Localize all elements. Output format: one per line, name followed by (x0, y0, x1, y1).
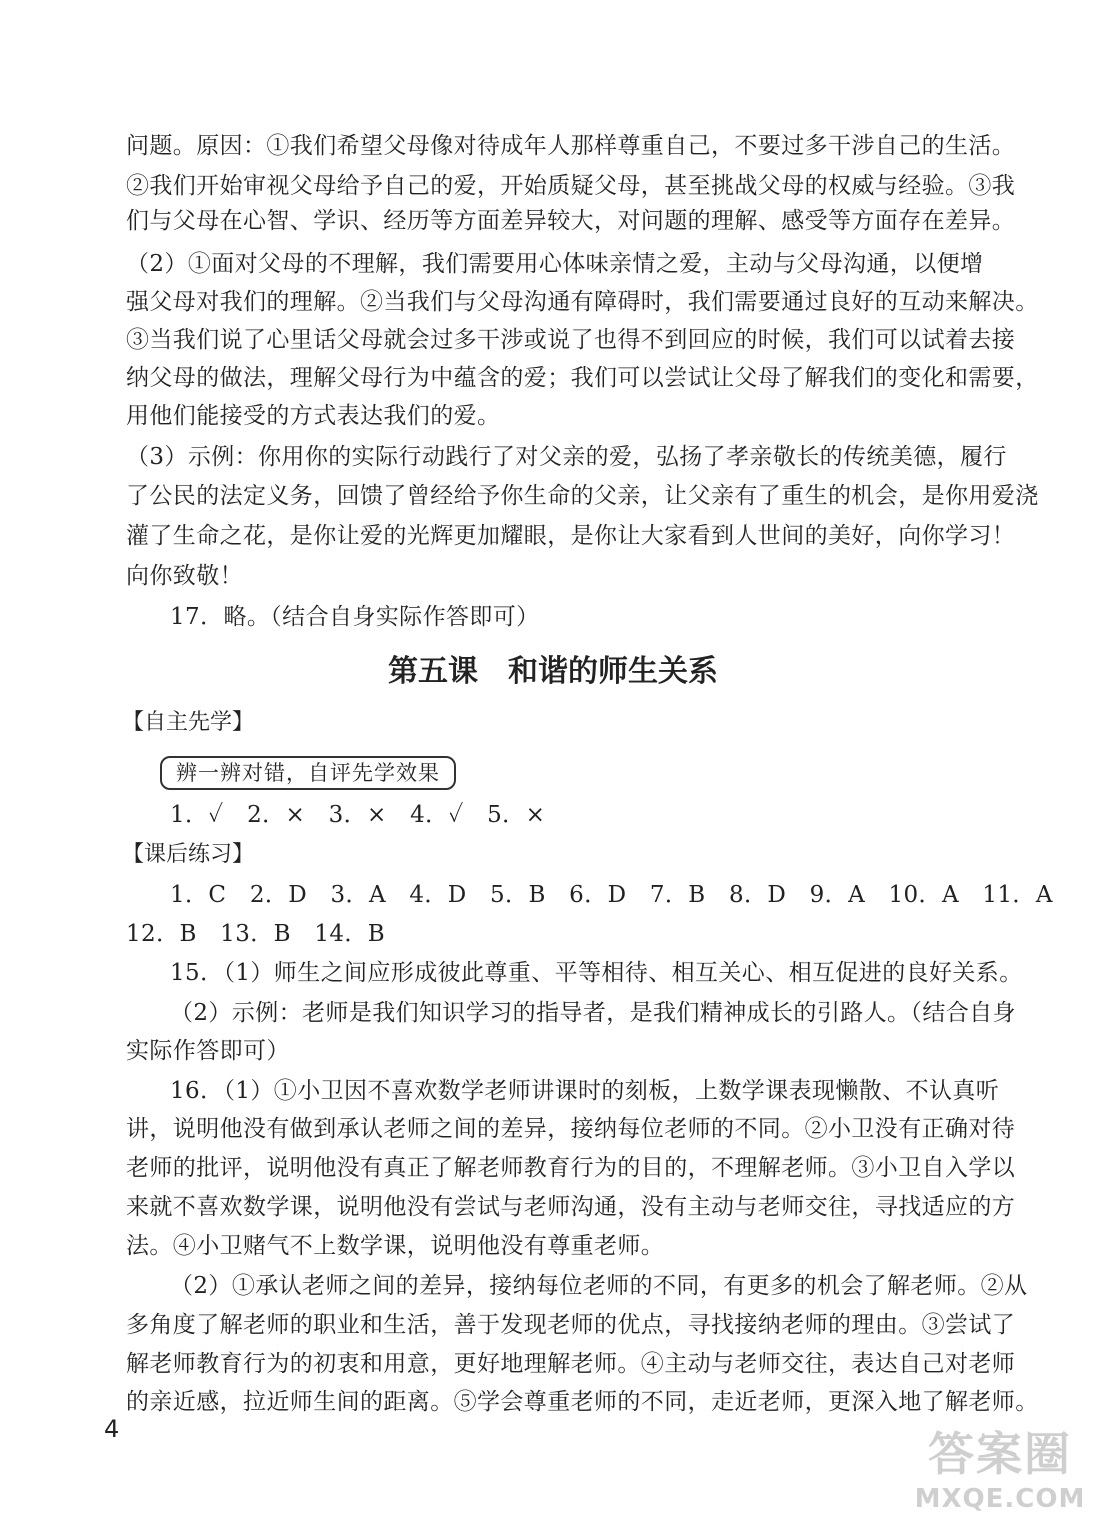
text-line: 老师的批评，说明他没有真正了解老师教育行为的目的，不理解老师。③小卫自入学以 (126, 1155, 1016, 1181)
answer-line: 1．C 2．D 3．A 4．D 5．B 6．D 7．B 8．D 9．A 10．A 11．A (170, 882, 1053, 908)
text-line: 15．（1）师生之间应形成彼此尊重、平等相待、相互关心、相互促进的良好关系。 (170, 960, 1023, 986)
text-line: 灌了生命之花，是你让爱的光辉更加耀眼，是你让大家看到人世间的美好，向你学习！ (126, 523, 1016, 549)
text-line: 多角度了解老师的职业和生活，善于发现老师的优点，寻找接纳老师的理由。③尝试了 (126, 1312, 1016, 1338)
text-line: 实际作答即可） (126, 1038, 290, 1064)
text-line: （2）示例：老师是我们知识学习的指导者，是我们精神成长的引路人。（结合自身 (170, 1000, 1016, 1026)
text-line: ③当我们说了心里话父母就会过多干涉或说了也得不到回应的时候，我们可以试着去接 (126, 327, 1016, 353)
answer-line: 1．✓ 2．× 3．× 4．✓ 5．× (170, 802, 546, 828)
text-line: 的亲近感，拉近师生间的距离。⑤学会尊重老师的不同，走近老师，更深入地了解老师。 (126, 1389, 1039, 1415)
text-line: 了公民的法定义务，回馈了曾经给予你生命的父亲，让父亲有了重生的机会，是你用爱浇 (126, 483, 1039, 509)
section-banner: 辨一辨对错，自评先学效果 (160, 756, 456, 790)
watermark-text-cn: 答案圈 (928, 1427, 1072, 1481)
text-line: （2）①承认老师之间的差异，接纳每位老师的不同，有更多的机会了解老师。②从 (170, 1273, 1028, 1299)
text-line: 用他们能接受的方式表达我们的爱。 (126, 403, 501, 429)
text-line: 强父母对我们的理解。②当我们与父母沟通有障碍时，我们需要通过良好的互动来解决。 (126, 289, 1039, 315)
text-line: （3）示例：你用你的实际行动践行了对父亲的爱，弘扬了孝亲敬长的传统美德，履行 (126, 444, 1007, 470)
answer-line: 12．B 13．B 14．B (126, 921, 386, 947)
text-line: 来就不喜欢数学课，说明他没有尝试与老师沟通，没有主动与老师交往，寻找适应的方 (126, 1194, 1016, 1220)
text-line: （2）①面对父母的不理解，我们需要用心体味亲情之爱，主动与父母沟通，以便增 (126, 251, 984, 277)
text-line: 们与父母在心智、学识、经历等方面差异较大，对问题的理解、感受等方面存在差异。 (126, 208, 1016, 234)
text-line: 法。④小卫赌气不上数学课，说明他没有尊重老师。 (126, 1233, 665, 1259)
watermark-logo (912, 1426, 1088, 1530)
section-heading: 【课后练习】 (122, 842, 255, 867)
text-line: 讲，说明他没有做到承认老师之间的差异，接纳每位老师的不同。②小卫没有正确对待 (126, 1116, 1016, 1142)
section-heading: 【自主先学】 (122, 710, 255, 735)
text-line: 纳父母的做法，理解父母行为中蕴含的爱；我们可以尝试让父母了解我们的变化和需要， (126, 365, 1039, 391)
text-line: 向你致敬！ (126, 563, 243, 589)
text-line: 17．略。（结合自身实际作答即可） (170, 604, 540, 630)
text-line: 问题。原因：①我们希望父母像对待成年人那样尊重自己，不要过多干涉自己的生活。 (126, 133, 1016, 159)
text-line: 16．（1）①小卫因不喜欢数学老师讲课时的刻板，上数学课表现懒散、不认真听 (170, 1078, 1000, 1104)
text-line: 解老师教育行为的初衷和用意，更好地理解老师。④主动与老师交往，表达自己对老师 (126, 1351, 1016, 1377)
watermark-text-en: MXQE.COM (914, 1484, 1086, 1514)
lesson-title: 第五课 和谐的师生关系 (388, 654, 718, 689)
text-line: ②我们开始审视父母给予自己的爱，开始质疑父母，甚至挑战父母的权威与经验。③我 (126, 173, 1016, 199)
page-number: 4 (104, 1415, 120, 1443)
